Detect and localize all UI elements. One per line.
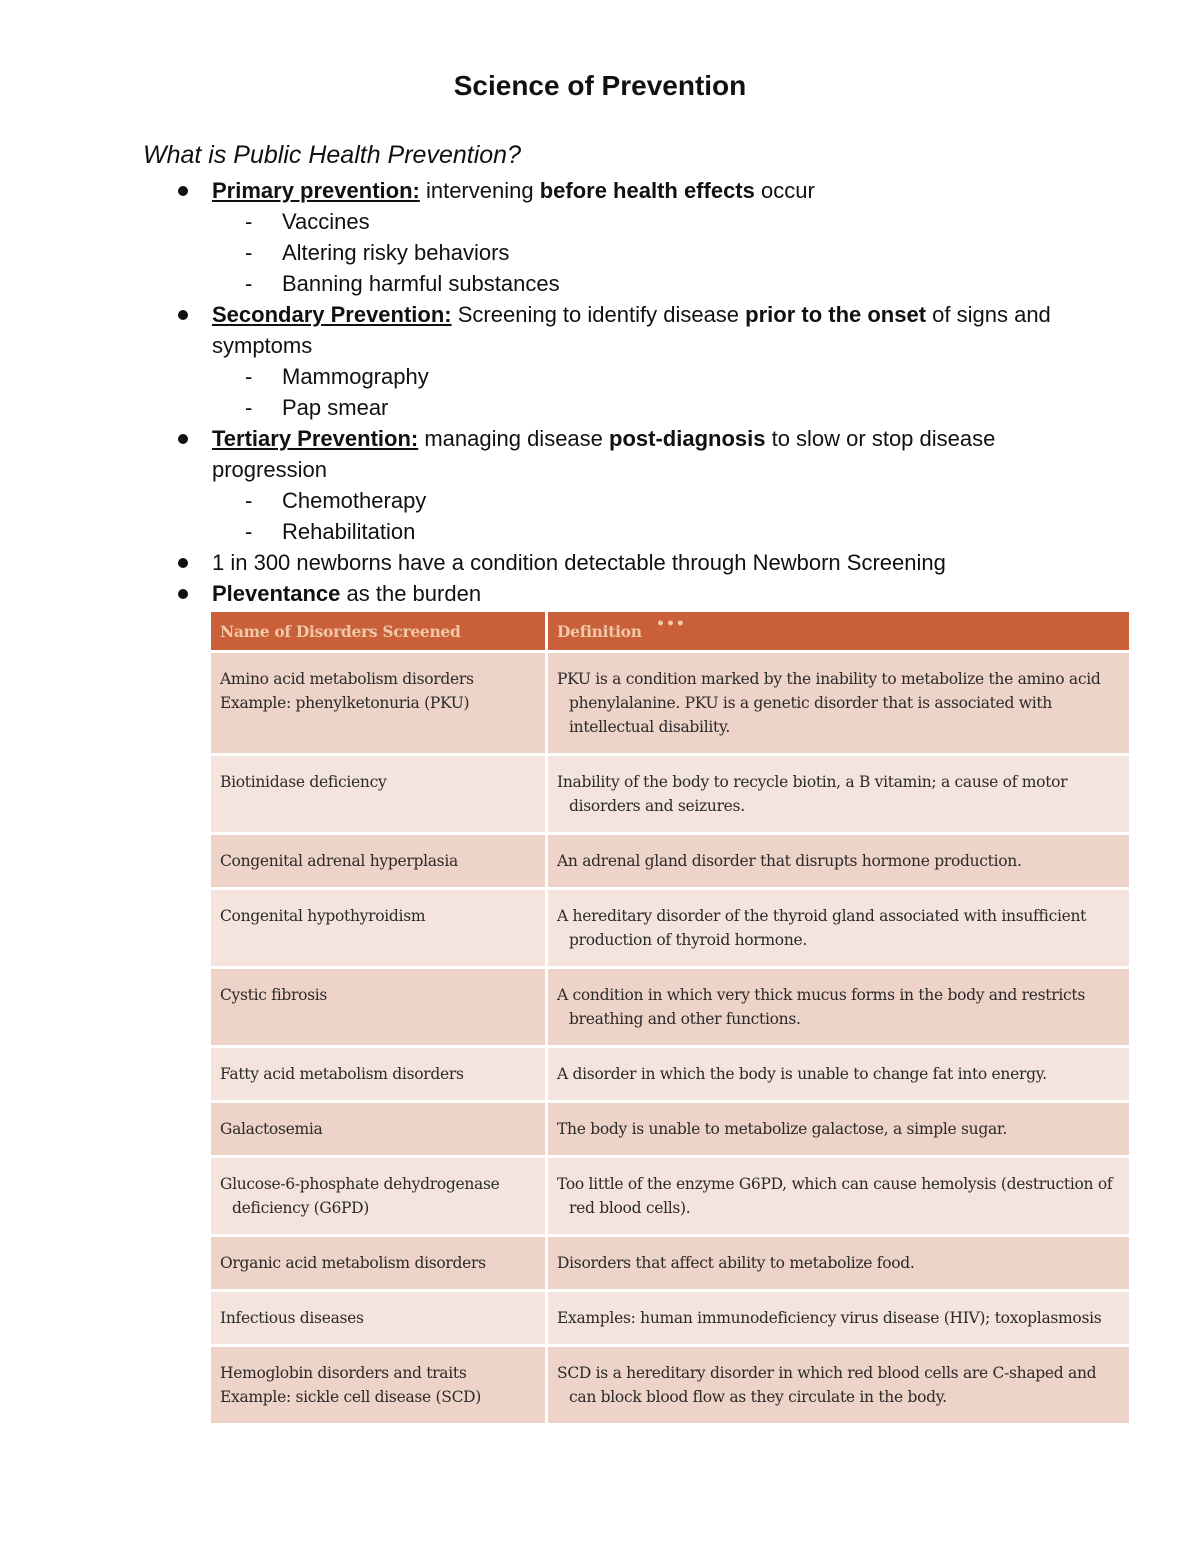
list-item: - Pap smear [245, 395, 389, 420]
primary-bold: before health effects [539, 178, 755, 203]
list-item: - Vaccines [245, 209, 370, 234]
table-row [211, 755, 1129, 834]
definition-cell: An adrenal gland disorder that disrupts hormone production. [547, 834, 1130, 889]
list-item: - Rehabilitation [245, 519, 416, 544]
table-row [211, 1291, 1129, 1346]
list-item: - Altering risky behaviors [245, 240, 510, 265]
bullet-dot-icon [178, 186, 188, 196]
primary-text2: occur [754, 178, 815, 203]
disorder-name-cell: Glucose-6-phosphate dehydrogenase deficiency (G6PD) [211, 1157, 547, 1236]
table-row [211, 1047, 1129, 1102]
secondary-text2: of signs and symptoms [212, 302, 1051, 358]
secondary-bold: prior to the onset [745, 302, 927, 327]
secondary-label: Secondary Prevention: [212, 302, 452, 327]
more-options-icon[interactable]: ••• [656, 616, 686, 632]
bullet-dot-icon [178, 589, 188, 599]
bullet-secondary [0, 299, 1200, 361]
definition-cell: Too little of the enzyme G6PD, which can cause hemolysis (destruction of red blood cells). [547, 1157, 1130, 1236]
definition-cell: Examples: human immunodeficiency virus disease (HIV); toxoplasmosis [547, 1291, 1130, 1346]
bullet-pleventance [0, 578, 1200, 609]
disorder-name-cell: Amino acid metabolism disorders Example: phenylketonuria (PKU) [211, 652, 547, 755]
primary-label: Primary prevention: [212, 178, 420, 203]
section-subtitle: What is Public Health Prevention? [143, 141, 521, 169]
newborn-fact-text: 1 in 300 newborns have a condition detectable through Newborn Screening [212, 550, 946, 575]
list-item: - Mammography [245, 364, 429, 389]
definition-cell: PKU is a condition marked by the inability to metabolize the amino acid phenylalanine. PKU is a genetic disorder that is associated with intellectual disability. [547, 652, 1130, 755]
definition-cell: The body is unable to metabolize galactose, a simple sugar. [547, 1102, 1130, 1157]
disorder-name-cell: Congenital adrenal hyperplasia [211, 834, 547, 889]
tertiary-text1: managing disease [418, 426, 610, 451]
table-row [211, 652, 1129, 755]
disorder-name-cell: Biotinidase deficiency [211, 755, 547, 834]
table-row [211, 889, 1129, 968]
list-item: - Chemotherapy [245, 488, 427, 513]
tertiary-label: Tertiary Prevention: [212, 426, 419, 451]
table-row [211, 1236, 1129, 1291]
pleventance-bold: Pleventance [212, 581, 341, 606]
bullet-newborn-fact [0, 547, 1200, 578]
prevention-outline [0, 175, 1200, 609]
tertiary-text2: to slow or stop disease progression [212, 426, 996, 482]
column-header-definition: Definition ••• [547, 612, 1130, 652]
disorder-name-cell: Congenital hypothyroidism [211, 889, 547, 968]
bullet-dot-icon [178, 310, 188, 320]
bullet-tertiary [0, 423, 1200, 485]
definition-cell: A condition in which very thick mucus forms in the body and restricts breathing and other functions. [547, 968, 1130, 1047]
definition-cell: A disorder in which the body is unable to change fat into energy. [547, 1047, 1130, 1102]
definition-cell: Inability of the body to recycle biotin, a B vitamin; a cause of motor disorders and seizures. [547, 755, 1130, 834]
disorder-name-cell: Hemoglobin disorders and traits Example: sickle cell disease (SCD) [211, 1346, 547, 1425]
table-header-row [211, 612, 1129, 652]
disorder-name-cell: Organic acid metabolism disorders [211, 1236, 547, 1291]
bullet-dot-icon [178, 558, 188, 568]
primary-text1: intervening [419, 178, 540, 203]
table-row [211, 1102, 1129, 1157]
pleventance-text: as the burden [340, 581, 482, 606]
bullet-primary [0, 175, 1200, 206]
secondary-text1: Screening to identify disease [451, 302, 746, 327]
table-row [211, 968, 1129, 1047]
list-item: - Banning harmful substances [245, 271, 560, 296]
table-row [211, 1346, 1129, 1425]
disorder-name-cell: Galactosemia [211, 1102, 547, 1157]
bullet-dot-icon [178, 434, 188, 444]
table-row [211, 834, 1129, 889]
page-title: Science of Prevention [453, 70, 747, 101]
disorder-name-cell: Fatty acid metabolism disorders [211, 1047, 547, 1102]
definition-cell: Disorders that affect ability to metabolize food. [547, 1236, 1130, 1291]
table-row [211, 1157, 1129, 1236]
disorder-name-cell: Cystic fibrosis [211, 968, 547, 1047]
disorder-name-cell: Infectious diseases [211, 1291, 547, 1346]
definition-cell: A hereditary disorder of the thyroid gland associated with insufficient production of thyroid hormone. [547, 889, 1130, 968]
definition-cell: SCD is a hereditary disorder in which red blood cells are C-shaped and can block blood flow as they circulate in the body. [547, 1346, 1130, 1425]
newborn-screening-table [211, 612, 1129, 1426]
tertiary-bold: post-diagnosis [609, 426, 766, 451]
column-header-name: Name of Disorders Screened [211, 612, 547, 652]
